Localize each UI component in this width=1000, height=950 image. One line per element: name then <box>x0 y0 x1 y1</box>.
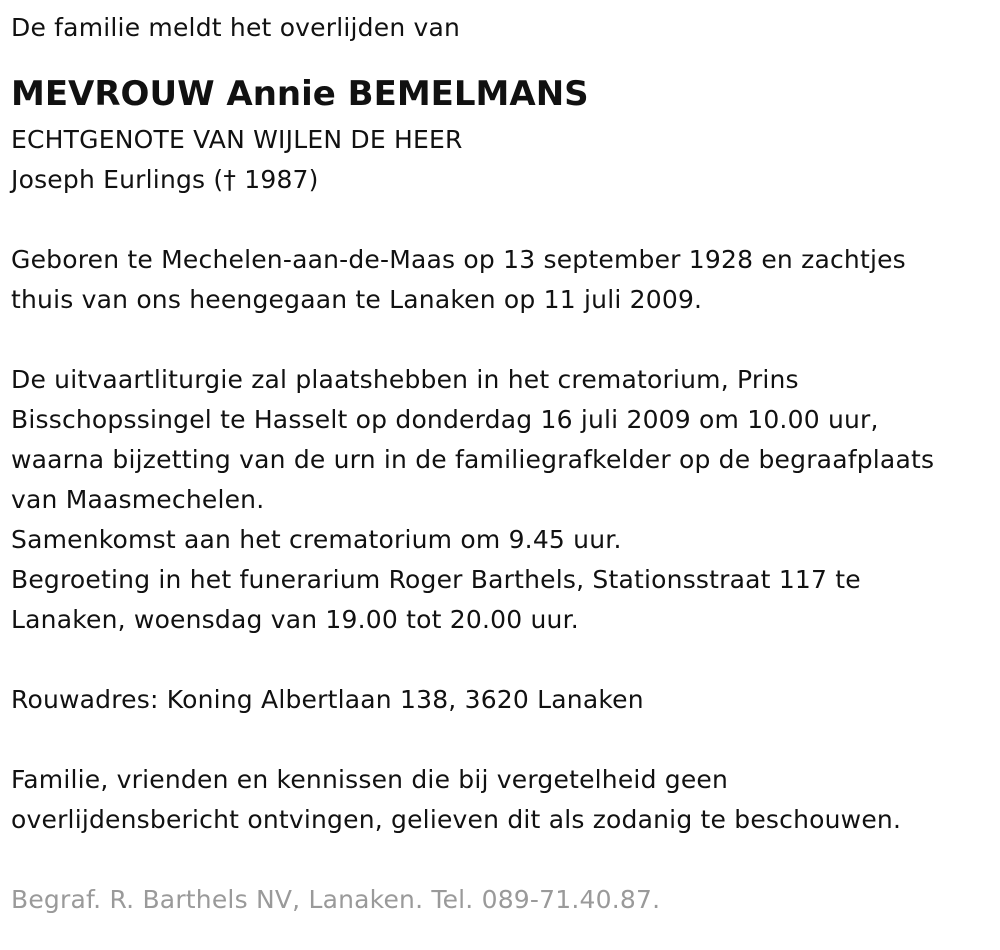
spacer <box>11 640 1000 680</box>
intro-text: De familie meldt het overlijden van <box>11 13 461 42</box>
ceremony-line: van Maasmechelen. <box>11 485 265 514</box>
birth-death-line: Geboren te Mechelen-aan-de-Maas op 13 september 1928 en zachtjes <box>11 245 906 274</box>
notice-line: Familie, vrienden en kennissen die bij vergetelheid geen <box>11 765 729 794</box>
spacer <box>11 320 1000 360</box>
spouse-name: Joseph Eurlings ( <box>11 165 224 194</box>
spouse-year: 1987) <box>236 165 319 194</box>
spouse-line: ECHTGENOTE VAN WIJLEN DE HEER <box>11 125 463 154</box>
birth-death-line: thuis van ons heengegaan te Lanaken op 11 juli 2009. <box>11 285 703 314</box>
spouse-name-line <box>11 160 1000 200</box>
deceased-name: MEVROUW Annie BEMELMANS <box>11 74 589 114</box>
ceremony-line: Bisschopssingel te Hasselt op donderdag 16 juli 2009 om 10.00 uur, <box>11 405 879 434</box>
spacer <box>11 840 1000 880</box>
ceremony-line: Lanaken, woensdag van 19.00 tot 20.00 uur. <box>11 605 579 634</box>
spacer <box>11 720 1000 760</box>
ceremony-line: Begroeting in het funerarium Roger Barthels, Stationsstraat 117 te <box>11 565 861 594</box>
funeral-home-footer: Begraf. R. Barthels NV, Lanaken. Tel. 089-71.40.87. <box>11 885 661 914</box>
notice-line: overlijdensbericht ontvingen, gelieven dit als zodanig te beschouwen. <box>11 805 902 834</box>
spacer <box>11 200 1000 240</box>
mourning-address: Rouwadres: Koning Albertlaan 138, 3620 Lanaken <box>11 685 644 714</box>
cross-icon: † <box>223 165 237 194</box>
ceremony-line: waarna bijzetting van de urn in de familiegrafkelder op de begraafplaats <box>11 445 935 474</box>
ceremony-line: De uitvaartliturgie zal plaatshebben in het crematorium, Prins <box>11 365 799 394</box>
ceremony-line: Samenkomst aan het crematorium om 9.45 uur. <box>11 525 622 554</box>
